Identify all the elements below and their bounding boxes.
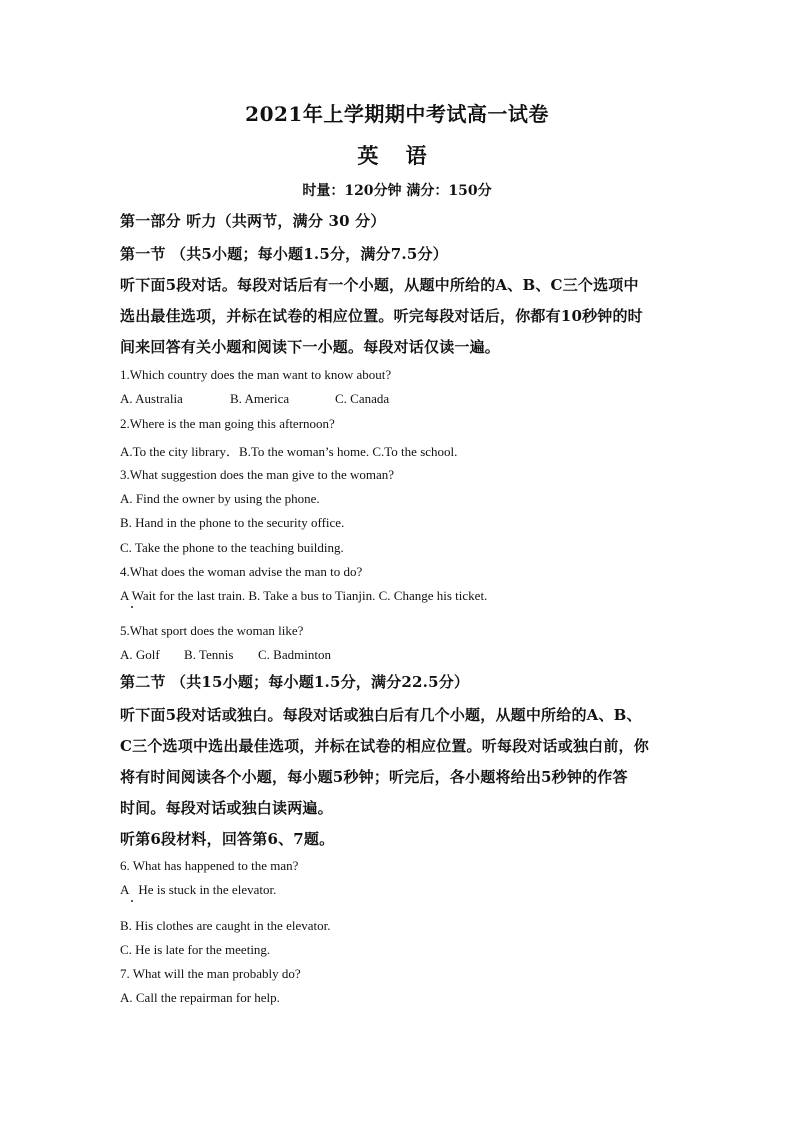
q2-question: 2.Where is the man going this afternoon?	[120, 416, 335, 431]
q7-question: 7. What will the man probably do?	[120, 966, 301, 981]
q4-dot-mark	[131, 606, 133, 608]
section1-heading: 第一节 （共5小题；每小题1.5分，满分7.5分）	[120, 245, 448, 263]
q1-question: 1.Which country does the man want to know about?	[120, 367, 392, 382]
exam-subject: 英 语	[357, 143, 437, 168]
q3-option-b: B. Hand in the phone to the security office.	[120, 515, 345, 530]
section1-instructions-line3: 间来回答有关小题和阅读下一小题。每段对话仅读一遍。	[120, 338, 501, 356]
part1-heading: 第一部分 听力（共两节，满分 30 分）	[120, 212, 386, 230]
q5-option-c: C. Badminton	[258, 647, 331, 662]
q6-option-b: B. His clothes are caught in the elevator.	[120, 918, 331, 933]
q3-option-c: C. Take the phone to the teaching building.	[120, 540, 344, 555]
q1-option-a: A. Australia	[120, 391, 183, 406]
q5-option-a: A. Golf	[120, 647, 160, 662]
section1-instructions-line1: 听下面5段对话。每段对话后有一个小题，从题中所给的A、B、C三个选项中	[120, 276, 639, 294]
section1-instructions-line2: 选出最佳选项，并标在试卷的相应位置。听完每段对话后，你都有10秒钟的时	[120, 307, 643, 325]
q5-question: 5.What sport does the woman like?	[120, 623, 304, 638]
exam-title: 2021年上学期期中考试高一试卷	[245, 102, 549, 126]
q2-options: A.To the city library．B.To the woman’s home. C.To the school.	[120, 444, 458, 459]
section2-instructions-line2: C三个选项中选出最佳选项，并标在试卷的相应位置。听每段对话或独白前，你	[120, 737, 649, 755]
section2-instructions-line1: 听下面5段对话或独白。每段对话或独白后有几个小题，从题中所给的A、B、	[120, 706, 642, 724]
q1-options	[120, 391, 389, 407]
q4-question: 4.What does the woman advise the man to do?	[120, 564, 363, 579]
q1-option-c: C. Canada	[335, 391, 390, 406]
q5-option-b: B. Tennis	[184, 647, 234, 662]
section2-heading: 第二节 （共15小题；每小题1.5分，满分22.5分）	[120, 673, 470, 691]
q6-option-c: C. He is late for the meeting.	[120, 942, 271, 957]
q3-question: 3.What suggestion does the man give to the woman?	[120, 467, 395, 482]
q7-option-a: A. Call the repairman for help.	[120, 990, 280, 1005]
q1-option-b: B. America	[230, 391, 290, 406]
q5-options	[120, 647, 331, 663]
exam-time-score: 时量：120分钟 满分：150分	[302, 183, 492, 199]
q6-dot-mark	[131, 900, 133, 902]
q6-option-a: A He is stuck in the elevator.	[120, 882, 277, 897]
q4-options: A Wait for the last train. B. Take a bus to Tianjin. C. Change his ticket.	[120, 588, 488, 603]
section2-instructions-line3: 将有时间阅读各个小题，每小题5秒钟；听完后，各小题将给出5秒钟的作答	[120, 768, 628, 786]
q6-question: 6. What has happened to the man?	[120, 858, 299, 873]
q3-option-a: A. Find the owner by using the phone.	[120, 491, 320, 506]
material6-heading: 听第6段材料，回答第6、7题。	[120, 830, 335, 848]
section2-instructions-line4: 时间。每段对话或独白读两遍。	[120, 799, 333, 817]
